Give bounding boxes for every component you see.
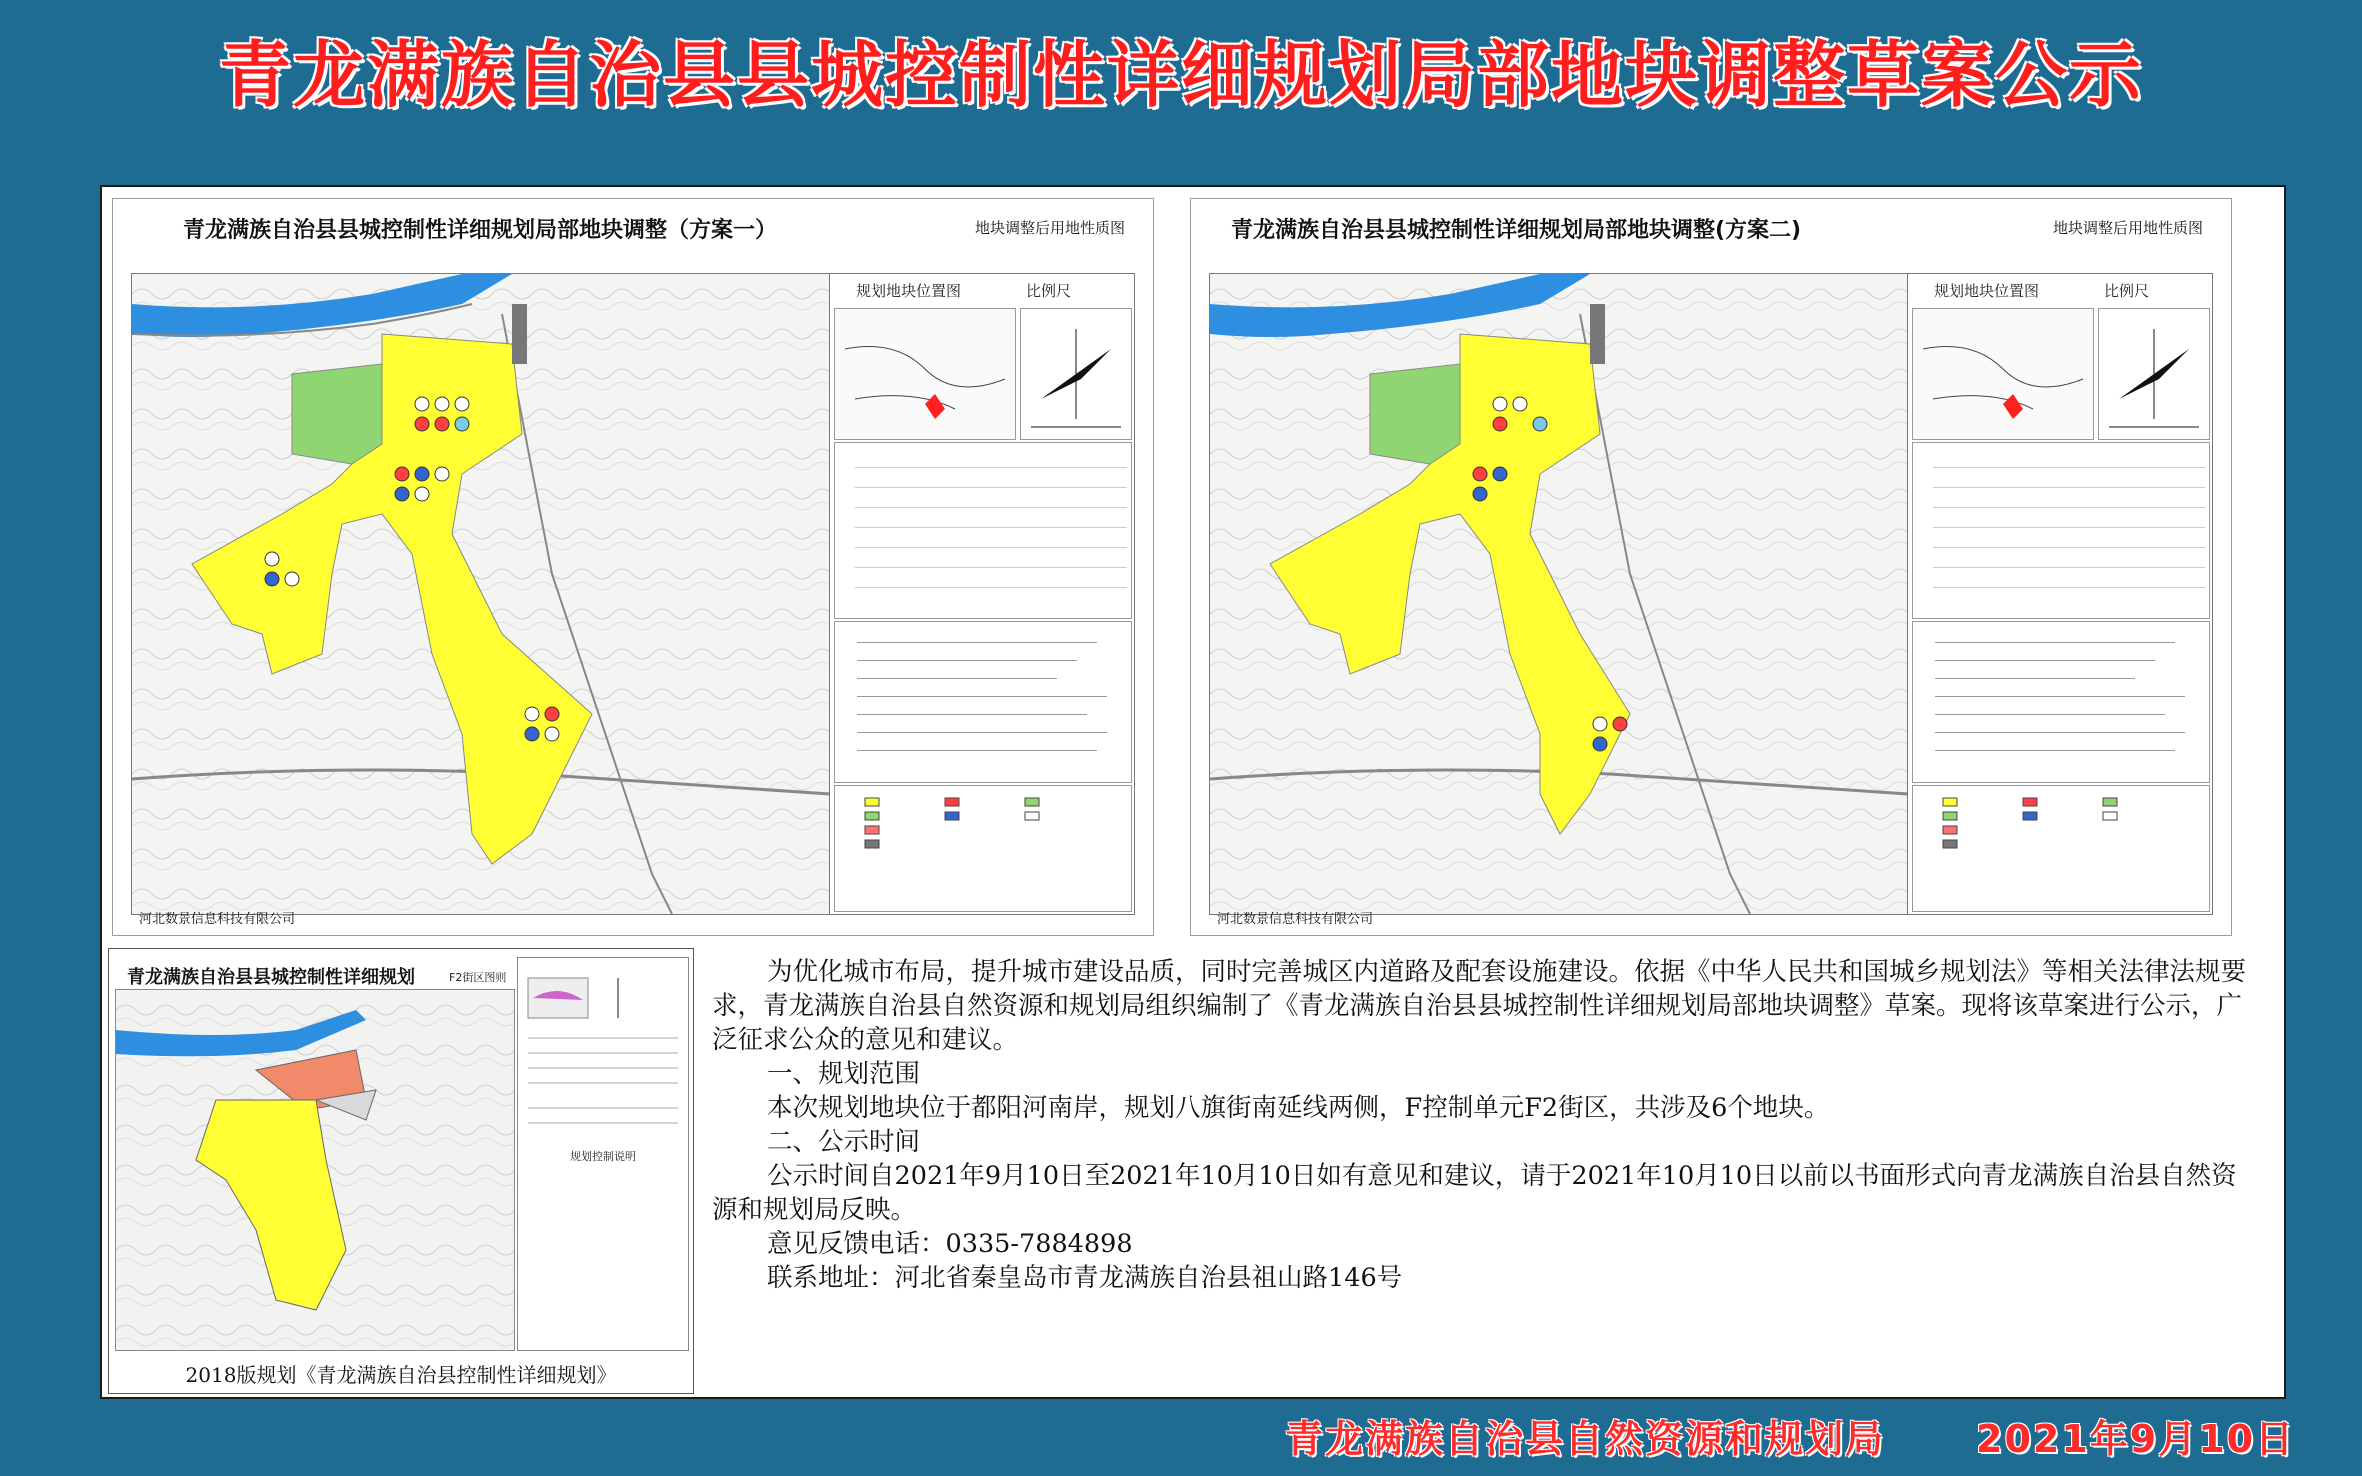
plan-2018-sidebar [517, 957, 689, 1351]
plan-2-location-label: 规划地块位置图 [1934, 282, 2040, 300]
plan-2-map-drawing [1210, 274, 1908, 914]
plan-2018-notes-title: 规划控制说明 [570, 1150, 636, 1163]
plan-option-1 [112, 198, 1154, 936]
plan-2-legend [1912, 785, 2210, 912]
plan-2-scale-label: 比例尺 [2104, 282, 2150, 300]
plan-1-subtitle: 地块调整后用地性质图 [974, 219, 1125, 237]
plan-2-north-arrow [2098, 308, 2210, 440]
plan-1-control-table [834, 442, 1132, 619]
notice-text [712, 955, 2252, 1295]
plan-1-map [131, 273, 831, 915]
footer-date: 2021年9月10日 [1976, 1417, 2296, 1461]
notice-time-text: 公示时间自2021年9月10日至2021年10月10日如有意见和建议，请于2021年10月10日以前以书面形式向青龙满族自治县自然资源和规划局反映。 [712, 1161, 2237, 1225]
plan-2-location-map [1912, 308, 2094, 440]
plan-1-scale-label: 比例尺 [1026, 282, 1072, 300]
page-title: 青龙满族自治县县城控制性详细规划局部地块调整草案公示 [218, 33, 2143, 117]
plan-2018 [108, 948, 694, 1394]
plan-1-sidebar [829, 273, 1135, 915]
plan-1-notes [834, 621, 1132, 783]
plan-2-sidebar [1907, 273, 2213, 915]
plan-2018-title: 青龙满族自治县县城控制性详细规划 [127, 967, 415, 988]
notice-section-scope: 一、规划范围 [767, 1059, 921, 1089]
plan-1-location-label: 规划地块位置图 [856, 282, 962, 300]
plan-option-2 [1190, 198, 2232, 936]
plan-1-legend [834, 785, 1132, 912]
plan-2018-map [115, 989, 515, 1351]
plan-2018-district: F2街区图则 [449, 971, 507, 984]
notice-address: 联系地址：河北省秦皇岛市青龙满族自治县祖山路146号 [767, 1263, 1403, 1293]
notice-scope-text: 本次规划地块位于都阳河南岸，规划八旗街南延线两侧，F控制单元F2街区，共涉及6个地块。 [767, 1093, 1830, 1123]
plan-1-title: 青龙满族自治县县城控制性详细规划局部地块调整（方案一） [183, 218, 778, 243]
plan-2-control-table [1912, 442, 2210, 619]
plan-2-subtitle: 地块调整后用地性质图 [2052, 219, 2203, 237]
plan-2-company: 河北数景信息科技有限公司 [1217, 912, 1374, 927]
plan-1-map-drawing [132, 274, 830, 914]
plan-1-north-arrow [1020, 308, 1132, 440]
plan-2018-caption: 2018版规划《青龙满族自治县控制性详细规划》 [185, 1363, 617, 1387]
plan-2018-map-drawing [116, 990, 514, 1350]
notice-phone: 意见反馈电话：0335-7884898 [767, 1229, 1133, 1259]
notice-section-time: 二、公示时间 [767, 1127, 921, 1157]
plan-2-title: 青龙满族自治县县城控制性详细规划局部地块调整(方案二) [1231, 218, 1802, 243]
plan-1-company: 河北数景信息科技有限公司 [139, 912, 296, 927]
notice-intro: 为优化城市布局，提升城市建设品质，同时完善城区内道路及配套设施建设。依据《中华人民共和国城乡规划法》等相关法律法规要求，青龙满族自治县自然资源和规划局组织编制了《青龙满族自治县县城控制性详细规划局部地块调整》草案。现将该草案进行公示，广泛征求公众的意见和建议。 [712, 957, 2247, 1055]
plan-2-notes [1912, 621, 2210, 783]
footer-org: 青龙满族自治县自然资源和规划局 [1285, 1417, 1886, 1461]
plan-2-map [1209, 273, 1909, 915]
plan-1-location-map [834, 308, 1016, 440]
